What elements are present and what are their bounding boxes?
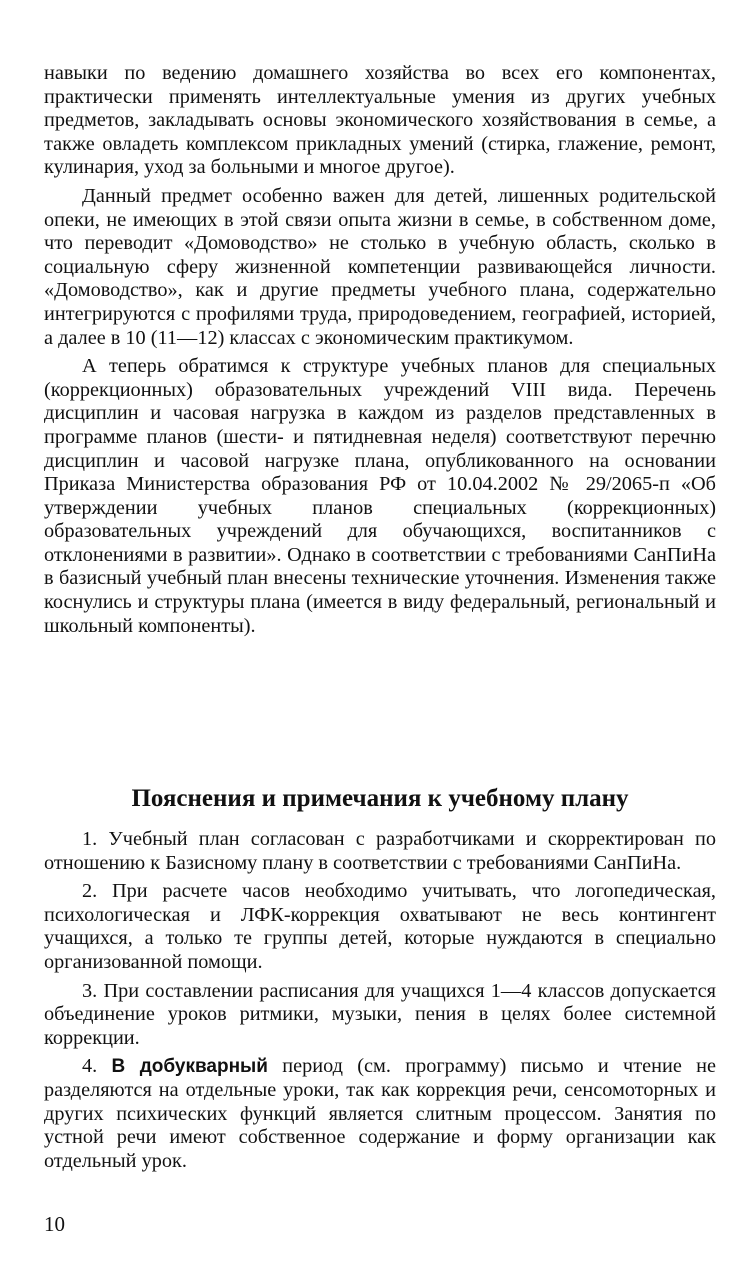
section-heading: Пояснения и примечания к учебному плану: [131, 785, 629, 812]
note-text: При составлении расписания для учащихся 1—4 классов допускается объединение уроков ритмики, музыки, пения в целях более системной коррекции.: [44, 979, 716, 1049]
note-number: 2.: [82, 880, 98, 903]
note-number: 4.: [82, 1055, 98, 1078]
note-item-4: [44, 1055, 716, 1173]
note-number: 3.: [82, 979, 98, 1002]
intro-paragraph-3: А теперь обратимся к структуре учебных планов для специальных (коррекционных) образовательных учреждений VIII вида. Перечень дисциплин и часовая нагрузка в каждом из разделов представленных в программе планов (шести- и пятидневная неделя) соответствуют перечню дисциплин и часовой нагрузке плана, опубликованного на основании Приказа Министерства образования РФ от 10.04.2002 № 29/2065-п «Об утверждении учебных планов специальных (коррекционных) образовательных учреждений для обучающихся, воспитанников с отклонениями в развитии». Однако в соответствии с требованиями СанПиНа в базисный учебный план внесены технические уточнения. Изменения также коснулись и структуры плана (имеется в виду федеральный, региональный и школьный компоненты).: [44, 355, 716, 637]
page-number: 10: [44, 1212, 65, 1236]
note-item-2: [44, 880, 716, 974]
note-lead-term: В добукварный: [111, 1056, 268, 1078]
note-text: Учебный план согласован с разработчиками и скорректирован по отношению к Базисному плану в соответствии с требованиями СанПиНа.: [44, 828, 716, 874]
note-item-3: [44, 980, 716, 1051]
note-item-1: [44, 828, 716, 875]
notes-list: [44, 828, 716, 1173]
note-number: 1.: [82, 828, 98, 850]
page-body: [44, 62, 716, 1172]
intro-paragraph-1: навыки по ведению домашнего хозяйства во всех его компонентах, практически применять интеллектуальные умения из других учебных предметов, закладывать основы экономического хозяйствования в семье, а также овладеть комплексом прикладных умений (стирка, глажение, ремонт, кулинария, уход за больными и многое другое).: [44, 62, 716, 179]
note-text: При расчете часов необходимо учитывать, что логопедическая, психологическая и ЛФК-коррекция охватывают не весь контингент учащихся, а только те группы детей, которые нуждаются в специально организованной помощи.: [44, 880, 716, 973]
intro-paragraph-2: Данный предмет особенно важен для детей, лишенных родительской опеки, не имеющих в этой связи опыта жизни в семье, в собственном доме, что переводит «Домоводство» не столько в учебную область, сколько в социальную сферу жизненной компетенции развивающейся личности. «Домоводство», как и другие предметы учебного плана, содержательно интегрируются с профилями труда, природоведением, географией, историей, а далее в 10 (11—12) классах с экономическим практикумом.: [44, 184, 716, 349]
note-text: период (см. программу) письмо и чтение не разделяются на отдельные уроки, так как коррекция речи, сенсомоторных и других психических функций является слитным процессом. Занятия по устной речи имеют собственное содержание и форму организации как отдельный урок.: [44, 1055, 716, 1172]
